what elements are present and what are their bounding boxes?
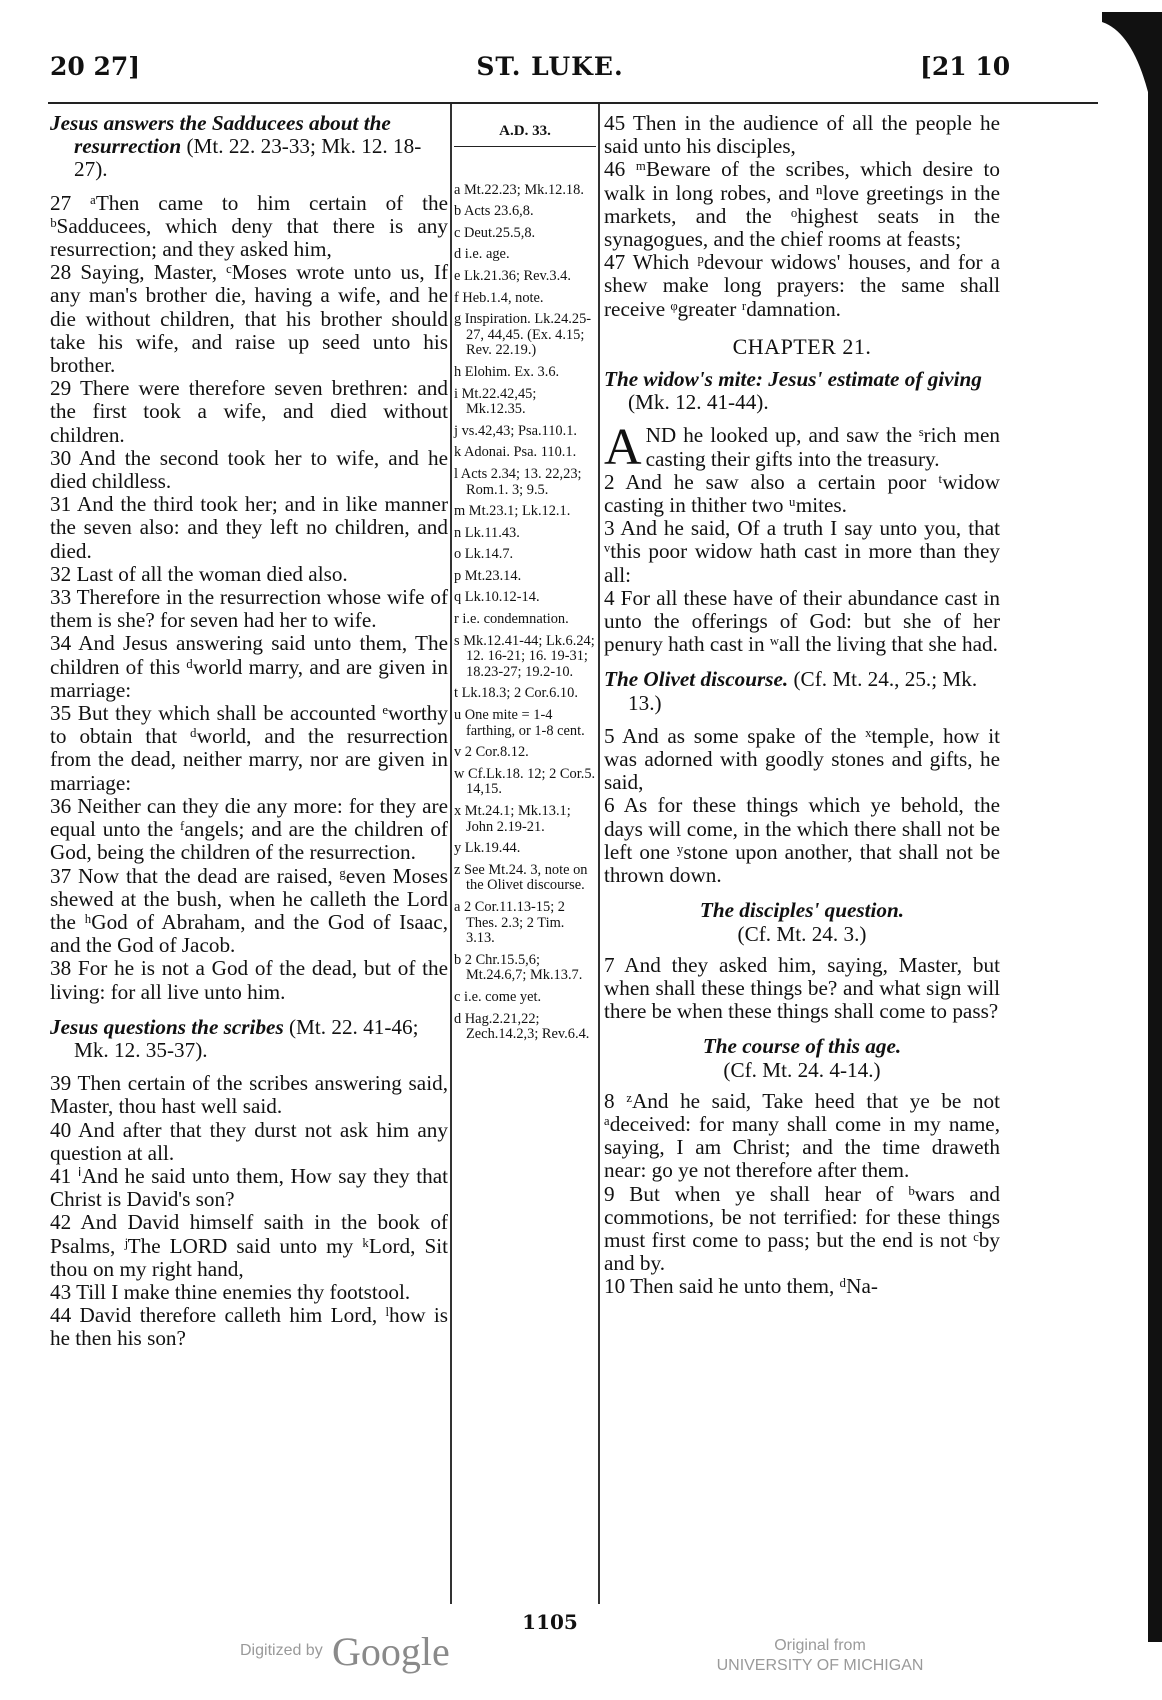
- heading-refs: (Cf. Mt. 24., 25.; Mk. 13.): [628, 667, 978, 715]
- marginal-reference: h Elohim. Ex. 3.6.: [454, 363, 560, 380]
- verse: 45 Then in the audience of all the people he said unto his disciples,: [604, 111, 1000, 159]
- verse: 47 Which ᵖdevour widows' houses, and for a shew make long prayers: the same shall receive ᵠgreater ʳdamnation.: [604, 250, 1000, 321]
- heading-refs: (Mt. 22. 41-46; Mk. 12. 35-37).: [74, 1014, 419, 1062]
- header-right: [21 10: [920, 52, 1011, 81]
- section-heading: [50, 112, 448, 182]
- header-rule: [48, 102, 1098, 104]
- verse: 28 Saying, Master, ᶜMoses wrote unto us, If any man's brother die, having a wife, and he die without children, that his brother should take his wife, and raise up seed unto his brother.: [50, 260, 448, 378]
- verse: 31 And the third took her; and in like manner the seven also: and they left no children, and died.: [50, 492, 448, 563]
- header-title: ST. LUKE.: [476, 52, 624, 81]
- heading-title: Jesus answers the Sadducees about the resurrection: [50, 111, 391, 159]
- right-column: [604, 112, 1000, 1299]
- verse: 38 For he is not a God of the dead, but of the living: for all live unto him.: [50, 956, 448, 1004]
- marginal-reference: b Acts 23.6,8.: [454, 203, 534, 220]
- marginal-reference: e Lk.21.36; Rev.3.4.: [454, 267, 571, 284]
- heading-title: The Olivet discourse.: [604, 667, 789, 692]
- verse-list: [604, 725, 1000, 887]
- page-number: 1105: [522, 1610, 578, 1634]
- verse-list: [604, 471, 1000, 657]
- marginal-reference: m Mt.23.1; Lk.12.1.: [454, 503, 571, 520]
- marginal-reference: b 2 Chr.15.5,6; Mt.24.6,7; Mk.13.7.: [454, 951, 583, 984]
- verse: 32 Last of all the woman died also.: [50, 561, 348, 586]
- verse: 39 Then certain of the scribes answering said, Master, thou hast well said.: [50, 1071, 448, 1119]
- verse: 27 ᵃThen came to him certain of the ᵇSadducees, which deny that there is any resurrection; and they asked him,: [50, 190, 448, 262]
- marginal-reference: l Acts 2.34; 13. 22,23; Rom.1. 3; 9.5.: [454, 465, 582, 498]
- digitized-by-label: Digitized by: [240, 1642, 323, 1659]
- verse: 30 And the second took her to wife, and he died childless.: [50, 445, 448, 494]
- marginal-reference: g Inspiration. Lk.24.25-27, 44,45. (Ex. 4.15; Rev. 22.19.): [454, 311, 592, 359]
- heading-title: The widow's mite: Jesus' estimate of giving: [604, 367, 982, 392]
- verse-list: [604, 112, 1000, 321]
- marginal-reference: a Mt.22.23; Mk.12.18.: [454, 181, 584, 198]
- verse-list: [604, 954, 1000, 1024]
- verse: 9 But when ye shall hear of ᵇwars and commotions, be not terrified: for these things must first come to pass; but the end is not ᶜby and by.: [604, 1181, 1000, 1276]
- drop-cap: A: [604, 419, 642, 477]
- verse: 8 ᶻAnd he said, Take heed that ye be not ᵃdeceived: for many shall come in my name, saying, I am Christ; and the time draweth near: go ye not therefore after them.: [604, 1088, 1000, 1183]
- column-divider-right: [598, 104, 600, 1604]
- marginal-reference: t Lk.18.3; 2 Cor.6.10.: [454, 685, 578, 702]
- page-edge-shadow: [1102, 12, 1162, 1642]
- verse: 34 And Jesus answering said unto them, The children of this ᵈworld marry, and are given in marriage:: [50, 631, 448, 702]
- marginal-reference: c Deut.25.5,8.: [454, 224, 536, 241]
- verse: 37 Now that the dead are raised, ᵍeven Moses shewed at the bush, when he calleth the Lord the ʰGod of Abraham, and the God of Isaac, and the God of Jacob.: [50, 863, 448, 958]
- marginal-reference: c i.e. come yet.: [454, 988, 542, 1005]
- marginal-reference: f Heb.1.4, note.: [454, 289, 544, 306]
- heading-title: The course of this age.: [702, 1034, 902, 1059]
- marginal-reference: d Hag.2.21,22; Zech.14.2,3; Rev.6.4.: [454, 1010, 590, 1043]
- section-heading: [50, 1016, 448, 1062]
- marginal-reference: w Cf.Lk.18. 12; 2 Cor.5. 14,15.: [454, 765, 596, 798]
- section-heading: [604, 668, 1000, 714]
- marginal-reference: j vs.42,43; Psa.110.1.: [454, 422, 577, 439]
- section-heading: [604, 368, 1000, 414]
- marginal-reference: v 2 Cor.8.12.: [454, 744, 529, 761]
- verse-list: [604, 1090, 1000, 1299]
- original-from-line1: Original from: [774, 1637, 866, 1654]
- marginal-reference: p Mt.23.14.: [454, 567, 522, 584]
- google-logo: Google: [332, 1629, 450, 1674]
- reference-column: [454, 112, 596, 1049]
- verse: 33 Therefore in the resurrection whose wife of them is she? for seven had her to wife.: [50, 585, 448, 633]
- heading-title: The disciples' question.: [699, 898, 905, 923]
- verse: 42 And David himself saith in the book of Psalms, ʲThe LORD said unto my ᵏLord, Sit thou on my right hand,: [50, 1210, 448, 1281]
- heading-refs: (Cf. Mt. 24. 4-14.): [723, 1057, 881, 1082]
- verse-list: [50, 1072, 448, 1350]
- marginal-reference: q Lk.10.12-14.: [454, 589, 540, 606]
- marginal-reference: r i.e. condemnation.: [454, 611, 569, 628]
- heading-title: Jesus questions the scribes: [50, 1014, 284, 1039]
- marginal-reference: n Lk.11.43.: [454, 524, 520, 541]
- date-label: A.D. 33.: [454, 118, 596, 147]
- verse: 35 But they which shall be accounted ᵉworthy to obtain that ᵈworld, and the resurrection from the dead, neither marry, nor are given in marriage:: [50, 701, 448, 795]
- chapter-heading: CHAPTER 21.: [732, 333, 872, 359]
- verse: 43 Till I make thine enemies thy footstool.: [50, 1279, 411, 1304]
- verse: 10 Then said he unto them, ᵈNa-: [604, 1274, 878, 1299]
- verse: 41 ⁱAnd he said unto them, How say they that Christ is David's son?: [50, 1163, 448, 1212]
- reference-list: [454, 183, 596, 1043]
- heading-refs: (Cf. Mt. 24. 3.): [737, 921, 867, 946]
- marginal-reference: i Mt.22.42,45; Mk.12.35.: [454, 385, 537, 418]
- verse: 44 David therefore calleth him Lord, ˡhow is he then his son?: [50, 1303, 448, 1351]
- verse: 46 ᵐBeware of the scribes, which desire to walk in long robes, and ⁿlove greetings in the markets, and the ᵒhighest seats in the synagogues, and the chief rooms at feasts;: [604, 157, 1000, 252]
- verse: 6 As for these things which ye behold, the days will come, in the which there shall not be left one ʸstone upon another, that shall not be thrown down.: [604, 793, 1000, 888]
- verse-text: ND he looked up, and saw the ˢrich men casting their gifts into the treasury.: [645, 423, 1000, 471]
- verse: 7 And they asked him, saying, Master, but when shall these things be? and what sign will there be when these things shall come to pass?: [604, 952, 1000, 1024]
- marginal-reference: s Mk.12.41-44; Lk.6.24; 12. 16-21; 16. 19-31; 18.23-27; 19.2-10.: [454, 632, 595, 680]
- marginal-reference: z See Mt.24. 3, note on the Olivet discourse.: [454, 861, 588, 894]
- section-heading: [604, 1035, 1000, 1081]
- marginal-reference: y Lk.19.44.: [454, 840, 521, 857]
- verse: 3 And he said, Of a truth I say unto you, that ᵛthis poor widow hath cast in more than they all:: [604, 516, 1000, 587]
- left-column: [50, 112, 448, 1351]
- marginal-reference: u One mite = 1-4 farthing, or 1-8 cent.: [454, 707, 585, 739]
- verse: 4 For all these have of their abundance cast in unto the offerings of God: but she of her penury hath cast in ʷall the living that she had.: [604, 585, 1000, 657]
- verse: 2 And he saw also a certain poor ᵗwidow casting in thither two ᵘmites.: [604, 469, 1000, 518]
- heading-refs: (Mk. 12. 41-44).: [628, 390, 769, 415]
- verse: 29 There were therefore seven brethren: and the first took a wife, and died without children.: [50, 376, 448, 447]
- verse: 40 And after that they durst not ask him any question at all.: [50, 1117, 448, 1165]
- heading-refs: (Mt. 22. 23-33; Mk. 12. 18-27).: [74, 134, 422, 182]
- verse-list: [50, 192, 448, 1004]
- marginal-reference: o Lk.14.7.: [454, 546, 514, 563]
- marginal-reference: k Adonai. Psa. 110.1.: [454, 444, 577, 461]
- header-left: 20 27]: [50, 52, 141, 81]
- verse: 5 And as some spake of the ˣtemple, how it was adorned with goodly stones and gifts, he said,: [604, 723, 1000, 795]
- marginal-reference: d i.e. age.: [454, 246, 510, 263]
- marginal-reference: x Mt.24.1; Mk.13.1; John 2.19-21.: [454, 803, 571, 835]
- verse: [604, 419, 1000, 477]
- section-heading: [604, 899, 1000, 945]
- marginal-reference: a 2 Cor.11.13-15; 2 Thes. 2.3; 2 Tim. 3.13.: [454, 898, 565, 947]
- original-from-label: [700, 1636, 940, 1676]
- original-from-line2: UNIVERSITY OF MICHIGAN: [716, 1657, 924, 1674]
- verse: 36 Neither can they die any more: for they are equal unto the ᶠangels; and are the children of God, being the children of the resurrection.: [50, 793, 448, 865]
- column-divider-left: [450, 104, 452, 1604]
